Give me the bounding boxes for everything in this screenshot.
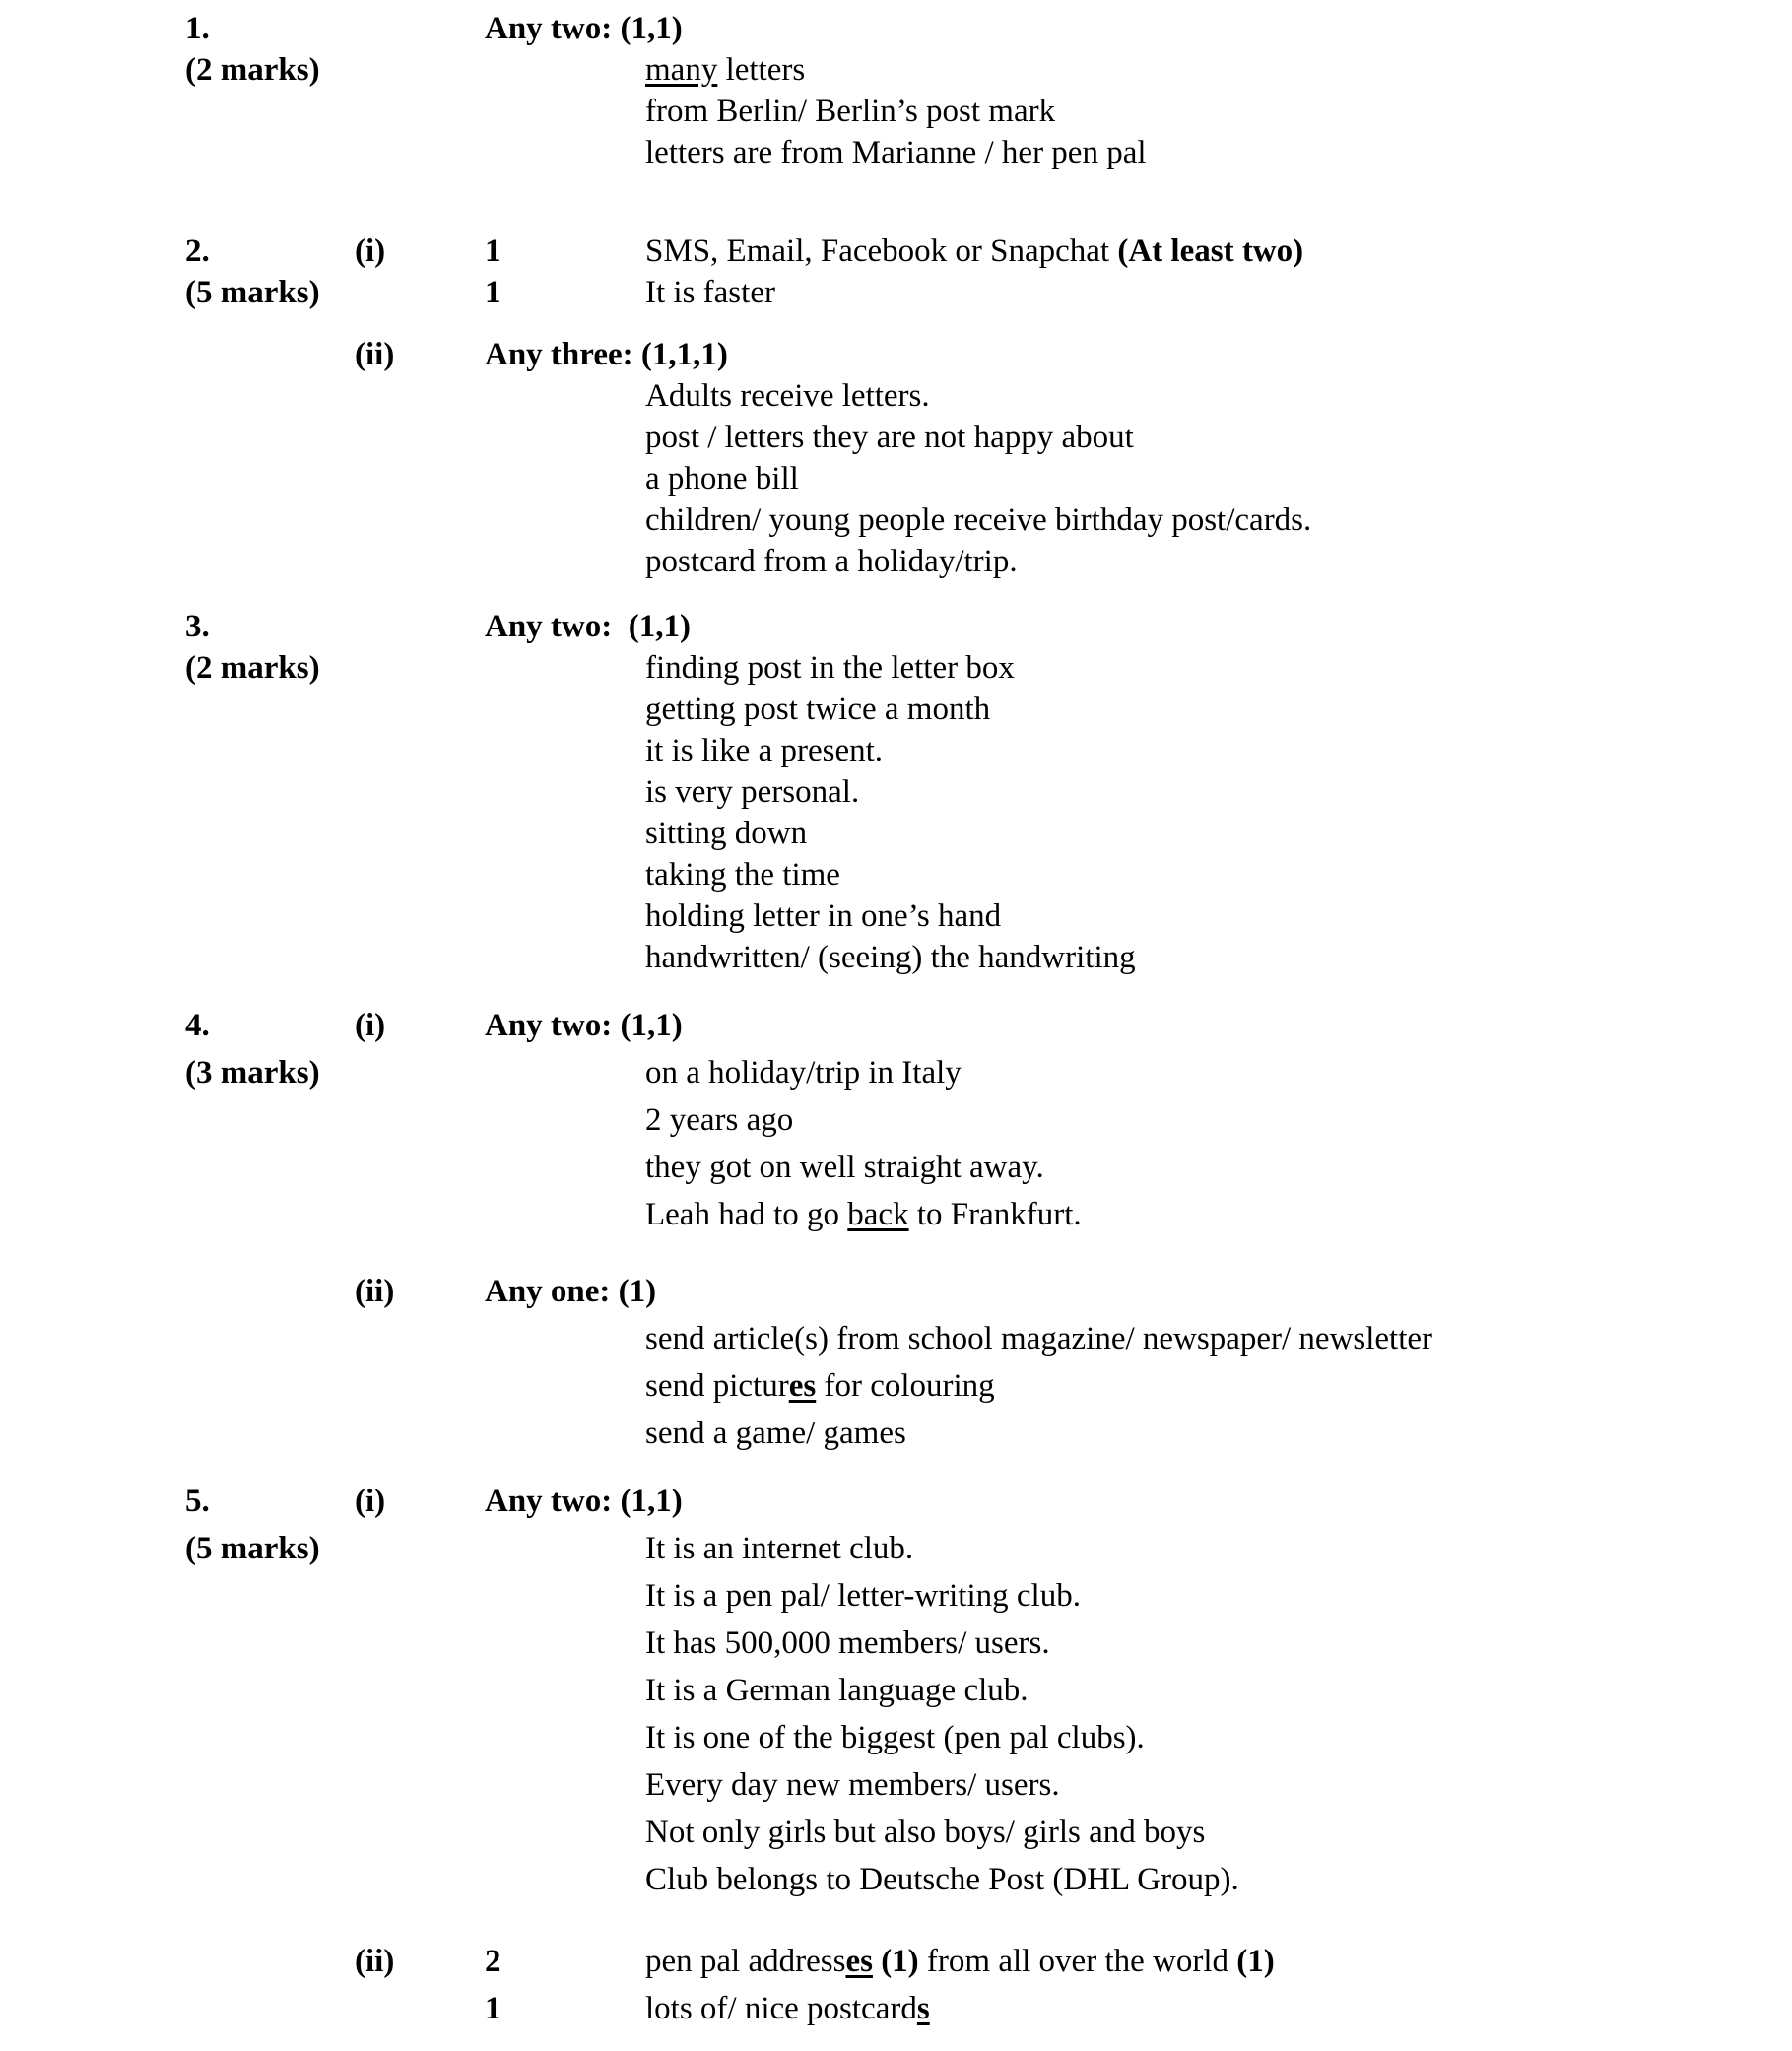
answer-row: [0, 1049, 1792, 1096]
answer-text: holding letter in one’s hand: [645, 898, 1002, 934]
answer-text: [645, 49, 805, 91]
answer-row: [0, 1478, 1792, 1525]
answer-text: a phone bill: [645, 461, 799, 496]
question-number: 1.: [185, 11, 210, 46]
answer-text: It is a German language club.: [645, 1673, 1029, 1708]
answer-row: [0, 458, 1792, 499]
subpart-label: (i): [355, 1008, 386, 1043]
answer-header: Any one: (1): [485, 1274, 657, 1309]
answer-text: postcard from a holiday/trip.: [645, 544, 1018, 579]
answer-text: [645, 1362, 995, 1410]
answer-text: on a holiday/trip in Italy: [645, 1055, 962, 1091]
answer-row: [0, 231, 1792, 272]
answer-text: handwritten/ (seeing) the handwriting: [645, 940, 1136, 975]
answer-row: [0, 1620, 1792, 1667]
answer-row: [0, 1809, 1792, 1856]
answer-text: Adults receive letters.: [645, 378, 930, 414]
subpart-label: (ii): [355, 1274, 395, 1309]
subpart-label: (i): [355, 1484, 386, 1519]
answer-row: [0, 689, 1792, 730]
answer-header: Any two: (1,1): [485, 11, 683, 46]
answer-row: [0, 1856, 1792, 1903]
text-segment: SMS, Email, Facebook or Snapchat: [645, 233, 1118, 269]
answer-row: [0, 1144, 1792, 1191]
answer-row: [0, 375, 1792, 417]
question-number: 5.: [185, 1484, 210, 1519]
answer-text: send article(s) from school magazine/ newspaper/ newsletter: [645, 1321, 1433, 1356]
answer-row: [0, 1985, 1792, 2032]
answer-text: It is an internet club.: [645, 1531, 914, 1566]
underlined-text: many: [645, 52, 718, 88]
underlined-text: es: [845, 1944, 873, 1979]
answer-block: [0, 1478, 1792, 1903]
answer-text: getting post twice a month: [645, 692, 991, 727]
text-segment: for colouring: [816, 1368, 995, 1404]
answer-row: [0, 1667, 1792, 1714]
answer-text: It has 500,000 members/ users.: [645, 1625, 1050, 1661]
answer-row: [0, 334, 1792, 375]
text-segment: lots of/ nice postcard: [645, 1991, 917, 2026]
underlined-text: back: [847, 1197, 909, 1232]
answer-block: [0, 1938, 1792, 2032]
question-2-section: [0, 231, 1792, 582]
answer-row: [0, 417, 1792, 458]
mark-value: 1: [485, 275, 501, 310]
answer-row: [0, 813, 1792, 854]
marks-label: (3 marks): [185, 1055, 320, 1091]
question-3-section: [0, 606, 1792, 978]
answer-row: [0, 541, 1792, 582]
answer-text: they got on well straight away.: [645, 1150, 1044, 1185]
answer-row: [0, 1714, 1792, 1761]
answer-text: children/ young people receive birthday post/cards.: [645, 502, 1312, 538]
answer-text: [645, 231, 1303, 272]
answer-row: [0, 937, 1792, 978]
answer-row: [0, 1191, 1792, 1238]
answer-text: Not only girls but also boys/ girls and boys: [645, 1815, 1206, 1850]
mark-value: 1: [485, 233, 501, 269]
text-segment: from all over the world: [918, 1944, 1237, 1979]
text-segment: [873, 1944, 881, 1979]
question-number: 4.: [185, 1008, 210, 1043]
bold-text: (At least two): [1117, 233, 1304, 269]
answer-block: [0, 1268, 1792, 1457]
bold-text: (1): [881, 1944, 919, 1979]
answer-row: [0, 1362, 1792, 1410]
answer-row: [0, 1315, 1792, 1362]
question-number: 2.: [185, 233, 210, 269]
answer-row: [0, 1572, 1792, 1620]
subpart-label: (i): [355, 233, 386, 269]
mark-value: 1: [485, 1991, 501, 2026]
answer-text: Club belongs to Deutsche Post (DHL Group).: [645, 1862, 1239, 1897]
answer-row: [0, 8, 1792, 49]
answer-text: It is a pen pal/ letter-writing club.: [645, 1578, 1081, 1614]
answer-row: [0, 1410, 1792, 1457]
answer-block: [0, 8, 1792, 173]
answer-row: [0, 132, 1792, 173]
answer-header: Any two: (1,1): [485, 609, 691, 644]
text-segment: to Frankfurt.: [908, 1197, 1082, 1232]
answer-row: [0, 647, 1792, 689]
underlined-text: es: [788, 1368, 817, 1404]
question-4-section: [0, 1002, 1792, 1457]
answer-row: [0, 730, 1792, 771]
marks-label: (5 marks): [185, 275, 320, 310]
marks-label: (5 marks): [185, 1531, 320, 1566]
answer-text: letters are from Marianne / her pen pal: [645, 135, 1147, 170]
answer-text: Every day new members/ users.: [645, 1767, 1060, 1803]
marks-label: (2 marks): [185, 650, 320, 686]
answer-row: [0, 91, 1792, 132]
text-segment: Leah had to go: [645, 1197, 848, 1232]
answer-header: Any two: (1,1): [485, 1484, 683, 1519]
text-segment: send pictur: [645, 1368, 789, 1404]
answer-text: send a game/ games: [645, 1416, 906, 1451]
answer-block: [0, 1002, 1792, 1238]
answer-text: it is like a present.: [645, 733, 884, 768]
answer-text: It is faster: [645, 275, 775, 310]
answer-row: [0, 1938, 1792, 1985]
text-segment: pen pal address: [645, 1944, 846, 1979]
answer-text: sitting down: [645, 816, 808, 851]
subpart-label: (ii): [355, 1944, 395, 1979]
answer-row: [0, 1002, 1792, 1049]
answer-row: [0, 1096, 1792, 1144]
answer-row: [0, 272, 1792, 313]
answer-header: Any two: (1,1): [485, 1008, 683, 1043]
answer-row: [0, 771, 1792, 813]
answer-row: [0, 49, 1792, 91]
answer-text: [645, 1938, 1275, 1985]
answer-row: [0, 606, 1792, 647]
answer-block: [0, 334, 1792, 582]
answer-row: [0, 1525, 1792, 1572]
answer-block: [0, 231, 1792, 313]
question-1-section: [0, 8, 1792, 173]
answer-row: [0, 895, 1792, 937]
subpart-label: (ii): [355, 337, 395, 372]
answer-text: finding post in the letter box: [645, 650, 1015, 686]
answer-row: [0, 854, 1792, 895]
answer-text: It is one of the biggest (pen pal clubs).: [645, 1720, 1145, 1755]
answer-text: post / letters they are not happy about: [645, 420, 1134, 455]
question-5-section: [0, 1478, 1792, 2032]
bold-text: (1): [1236, 1944, 1275, 1979]
question-number: 3.: [185, 609, 210, 644]
answer-text: from Berlin/ Berlin’s post mark: [645, 94, 1056, 129]
answer-text: taking the time: [645, 857, 840, 893]
answer-text: is very personal.: [645, 774, 860, 810]
answer-row: [0, 1761, 1792, 1809]
mark-value: 2: [485, 1944, 501, 1979]
answer-text: 2 years ago: [645, 1102, 794, 1138]
text-segment: letters: [717, 52, 806, 88]
answer-text: [645, 1985, 930, 2032]
marks-label: (2 marks): [185, 52, 320, 88]
answer-row: [0, 499, 1792, 541]
answer-text: [645, 1191, 1082, 1238]
answer-header: Any three: (1,1,1): [485, 337, 728, 372]
underlined-text: s: [916, 1991, 930, 2026]
answer-row: [0, 1268, 1792, 1315]
answer-block: [0, 606, 1792, 978]
